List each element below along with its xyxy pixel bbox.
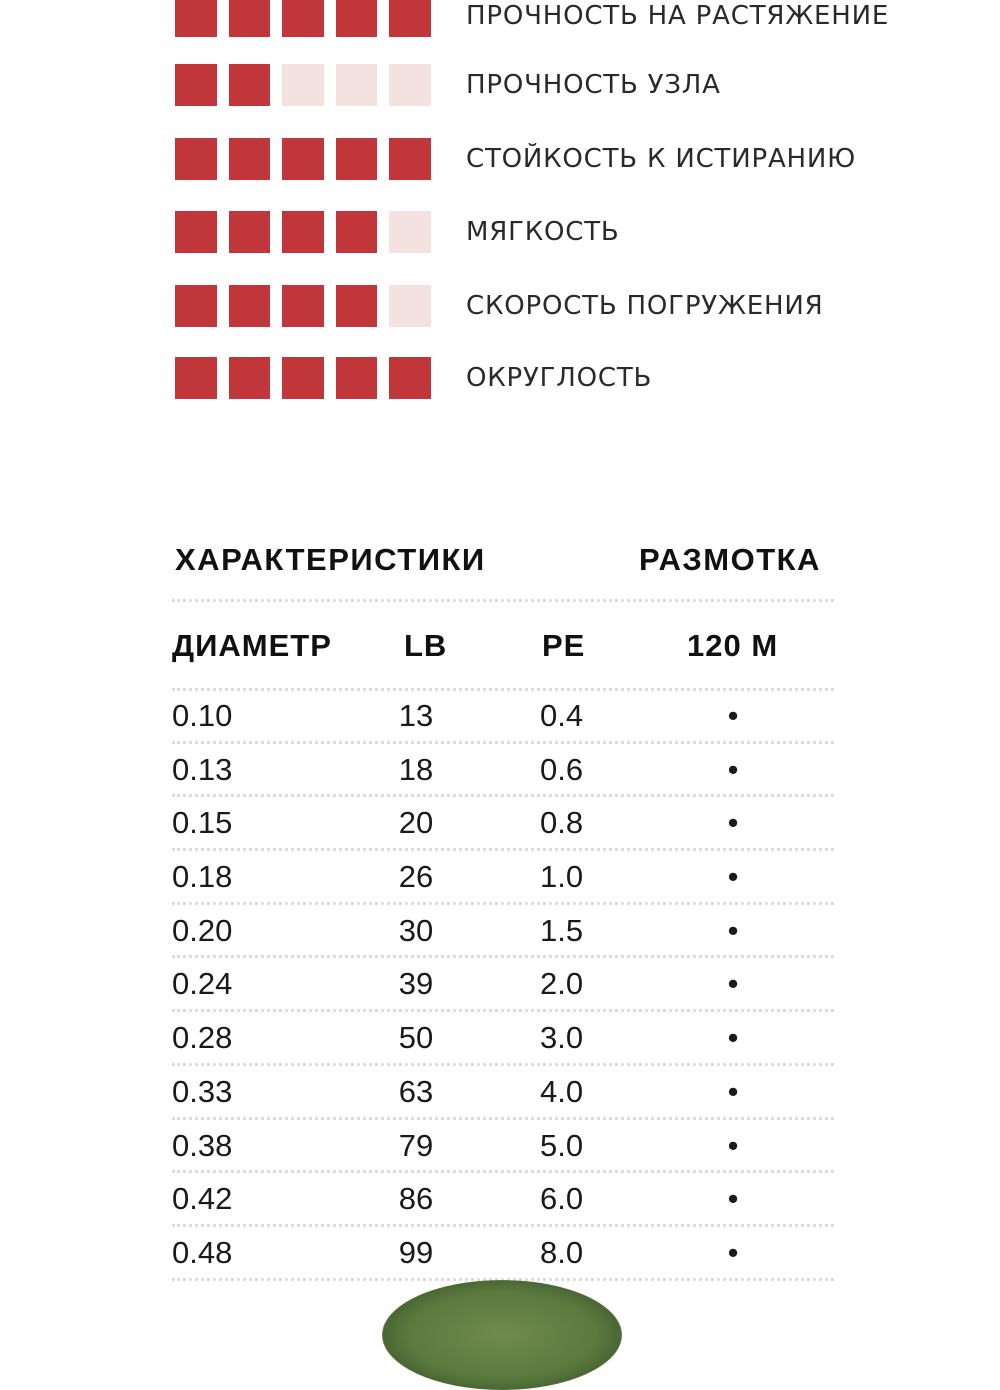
rating-square-filled — [175, 285, 217, 327]
cell-lb: 99 — [398, 1234, 434, 1270]
cell-length-marker: • — [727, 1181, 739, 1217]
cell-lb: 63 — [398, 1073, 434, 1109]
rating-squares — [175, 357, 431, 399]
rating-row-softness — [175, 211, 620, 253]
cell-pe: 5.0 — [540, 1127, 584, 1163]
rating-label: СТОЙКОСТЬ К ИСТИРАНИЮ — [466, 144, 857, 174]
rating-square-filled — [175, 64, 217, 106]
table-row — [172, 851, 834, 905]
cell-diameter: 0.18 — [172, 859, 233, 895]
rating-square-filled — [336, 357, 378, 399]
table-row — [172, 1066, 834, 1120]
cell-length-marker: • — [727, 698, 739, 733]
table-row — [172, 958, 834, 1012]
rating-squares — [175, 64, 431, 106]
table-row — [172, 1173, 834, 1227]
cell-pe: 2.0 — [540, 966, 584, 1002]
rating-square-filled — [175, 138, 217, 180]
rating-row-roundness — [175, 357, 653, 399]
rating-square-empty — [282, 64, 324, 106]
cell-diameter: 0.33 — [172, 1073, 233, 1109]
cell-length-marker: • — [727, 805, 739, 841]
rating-square-empty — [389, 211, 431, 253]
table-row — [172, 1120, 834, 1174]
cell-lb: 79 — [398, 1127, 434, 1163]
rating-square-filled — [175, 357, 217, 399]
rating-square-empty — [389, 285, 431, 327]
cell-diameter: 0.10 — [172, 698, 233, 733]
cell-diameter: 0.42 — [172, 1181, 233, 1217]
cell-pe: 1.5 — [540, 912, 584, 948]
rating-row-knot — [175, 64, 721, 106]
cell-pe: 6.0 — [540, 1181, 584, 1217]
column-header-lb: LB — [404, 628, 448, 663]
cell-lb: 50 — [398, 1020, 434, 1056]
column-header-length: 120 М — [687, 628, 779, 663]
cell-diameter: 0.28 — [172, 1020, 233, 1056]
cell-length-marker: • — [727, 966, 739, 1002]
rating-label: МЯГКОСТЬ — [466, 217, 620, 247]
table-body — [172, 690, 834, 1281]
rating-label: СКОРОСТЬ ПОГРУЖЕНИЯ — [466, 291, 824, 321]
rating-square-filled — [229, 64, 271, 106]
cell-pe: 4.0 — [540, 1073, 584, 1109]
column-header-diameter: ДИАМЕТР — [172, 628, 332, 663]
rating-row-tensile — [175, 0, 890, 37]
column-header-pe: PE — [542, 628, 586, 663]
rating-square-filled — [229, 357, 271, 399]
table-row — [172, 690, 834, 744]
cell-length-marker: • — [727, 1073, 739, 1109]
cell-pe: 3.0 — [540, 1020, 584, 1056]
rating-square-filled — [175, 0, 217, 37]
rating-square-filled — [336, 211, 378, 253]
rating-squares — [175, 211, 431, 253]
cell-lb: 30 — [398, 912, 434, 948]
cell-length-marker: • — [727, 1234, 739, 1270]
cell-diameter: 0.20 — [172, 912, 233, 948]
cell-diameter: 0.13 — [172, 751, 233, 787]
cell-diameter: 0.15 — [172, 805, 233, 841]
rating-square-filled — [336, 0, 378, 37]
rating-label: ОКРУГЛОСТЬ — [466, 363, 653, 393]
rating-square-filled — [336, 285, 378, 327]
rating-squares — [175, 138, 431, 180]
rating-square-empty — [336, 64, 378, 106]
cell-lb: 13 — [398, 698, 434, 733]
table-row — [172, 797, 834, 851]
cell-lb: 86 — [398, 1181, 434, 1217]
cell-diameter: 0.24 — [172, 966, 233, 1002]
rating-square-filled — [282, 138, 324, 180]
cell-length-marker: • — [727, 859, 739, 895]
divider — [172, 599, 834, 602]
table-row — [172, 1227, 834, 1281]
section-title-spool: РАЗМОТКА — [639, 542, 821, 577]
rating-label: ПРОЧНОСТЬ УЗЛА — [466, 70, 721, 100]
cell-length-marker: • — [727, 751, 739, 787]
cell-length-marker: • — [727, 1020, 739, 1056]
rating-square-filled — [175, 211, 217, 253]
section-title-characteristics: ХАРАКТЕРИСТИКИ — [175, 542, 486, 577]
cell-lb: 39 — [398, 966, 434, 1002]
rating-square-filled — [229, 285, 271, 327]
rating-square-filled — [282, 357, 324, 399]
rating-square-filled — [389, 138, 431, 180]
cell-pe: 8.0 — [540, 1234, 584, 1270]
rating-square-filled — [282, 285, 324, 327]
cell-pe: 1.0 — [540, 859, 584, 895]
rating-squares — [175, 0, 431, 37]
cell-lb: 20 — [398, 805, 434, 841]
rating-label: ПРОЧНОСТЬ НА РАСТЯЖЕНИЕ — [466, 1, 890, 31]
table-row — [172, 1012, 834, 1066]
cell-length-marker: • — [727, 1127, 739, 1163]
rating-square-filled — [282, 0, 324, 37]
rating-squares — [175, 285, 431, 327]
cell-length-marker: • — [727, 912, 739, 948]
rating-square-empty — [389, 64, 431, 106]
cell-pe: 0.4 — [540, 698, 584, 733]
cell-lb: 26 — [398, 859, 434, 895]
rating-square-filled — [336, 138, 378, 180]
rating-square-filled — [229, 0, 271, 37]
cell-diameter: 0.38 — [172, 1127, 233, 1163]
rating-row-abrasion — [175, 138, 857, 180]
table-row — [172, 744, 834, 798]
cell-diameter: 0.48 — [172, 1234, 233, 1270]
rating-square-filled — [229, 211, 271, 253]
rating-row-sinking — [175, 285, 824, 327]
rating-square-filled — [282, 211, 324, 253]
rating-square-filled — [389, 357, 431, 399]
spool-image — [382, 1280, 622, 1390]
rating-square-filled — [229, 138, 271, 180]
cell-lb: 18 — [398, 751, 434, 787]
rating-square-filled — [389, 0, 431, 37]
cell-pe: 0.8 — [540, 805, 584, 841]
table-row — [172, 905, 834, 959]
cell-pe: 0.6 — [540, 751, 584, 787]
